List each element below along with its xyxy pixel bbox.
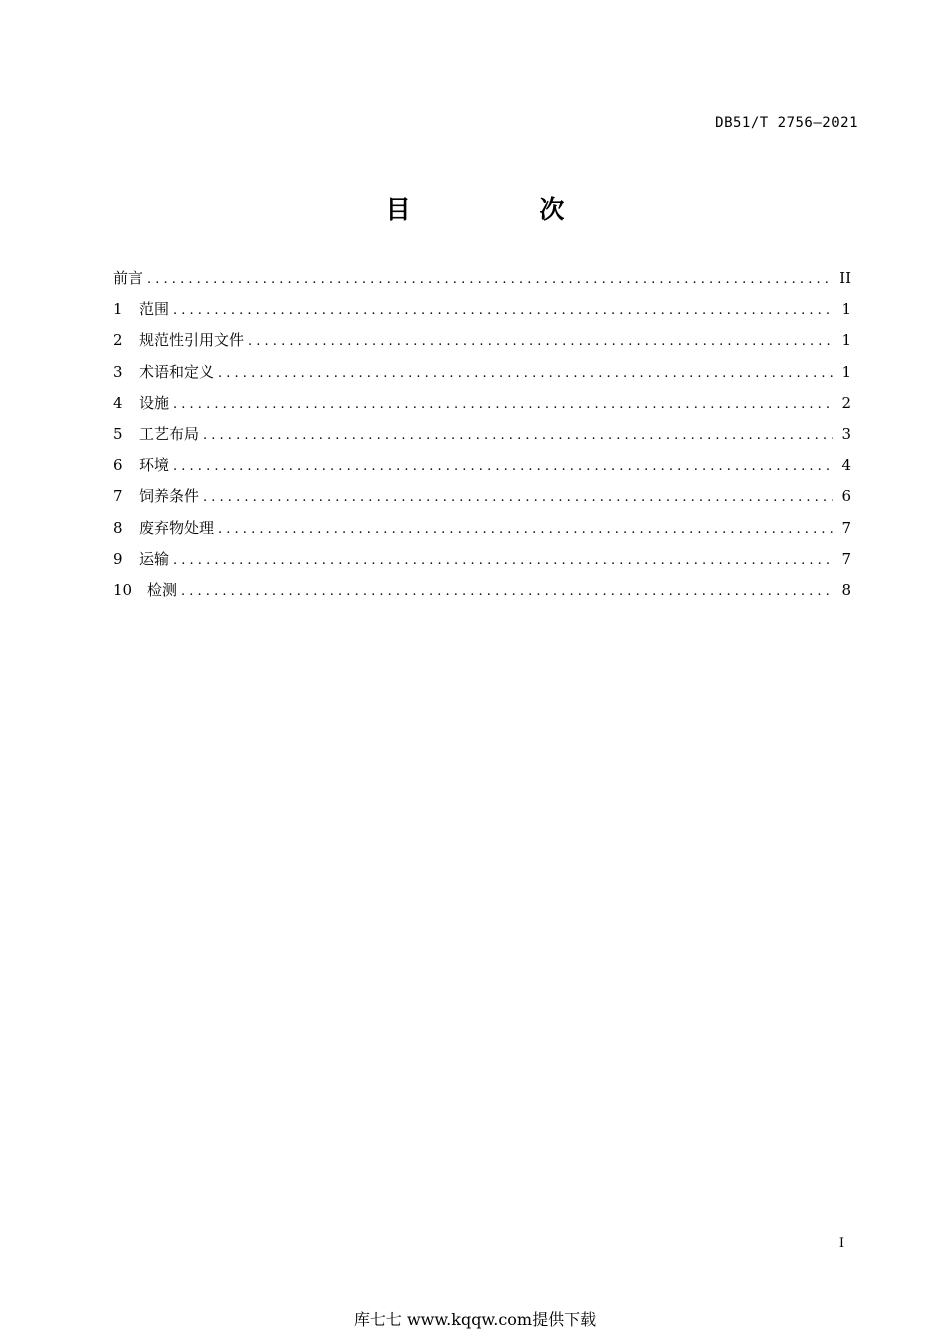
toc-entry-label: 规范性引用文件 [139, 331, 245, 350]
toc-entry-6[interactable] [113, 454, 851, 485]
toc-entry-page: II [839, 269, 851, 287]
dot-leader [218, 366, 833, 381]
dot-leader [248, 334, 833, 349]
page-number: I [838, 1236, 844, 1251]
toc-entry-label: 术语和定义 [139, 362, 215, 381]
document-code: DB51/T 2756—2021 [715, 115, 858, 131]
toc-entry-number: 2 [113, 331, 123, 350]
toc-entry-3[interactable] [113, 361, 851, 392]
toc-entry-label: 前言 [113, 269, 144, 287]
toc-entry-page: 1 [841, 300, 851, 319]
toc-entry-1[interactable] [113, 298, 851, 329]
toc-entry-page: 1 [841, 331, 851, 350]
toc-entry-number: 8 [113, 518, 123, 537]
toc-entry-label: 废弃物处理 [139, 518, 215, 537]
toc-entry-label: 范围 [139, 300, 170, 319]
toc-entry-4[interactable] [113, 392, 851, 423]
toc-entry-page: 6 [841, 487, 851, 506]
toc-entry-label: 工艺布局 [139, 424, 200, 443]
dot-leader [218, 522, 833, 537]
footer-watermark: 库七七 www.kqqw.com提供下载 [353, 1310, 597, 1329]
toc-entry-label: 设施 [139, 393, 170, 412]
toc-entry-9[interactable] [113, 548, 851, 579]
toc-entry-number: 5 [113, 424, 123, 443]
toc-entry-page: 1 [841, 362, 851, 381]
toc-entry-number: 4 [113, 393, 123, 412]
toc-entry-page: 4 [841, 456, 851, 475]
toc-entry-number: 9 [113, 549, 123, 568]
dot-leader [173, 459, 833, 474]
dot-leader [173, 303, 833, 318]
toc-entry-number: 3 [113, 362, 123, 381]
toc-entry-page: 8 [841, 580, 851, 599]
dot-leader [173, 397, 833, 412]
page-title: 目 次 [385, 195, 625, 224]
toc-entry-number: 6 [113, 456, 123, 475]
toc-entry-5[interactable] [113, 423, 851, 454]
toc-entry-7[interactable] [113, 485, 851, 516]
toc-entry-label: 检测 [147, 580, 178, 599]
toc-entry-label: 运输 [139, 549, 170, 568]
toc-entry-10[interactable] [113, 579, 851, 610]
toc-entry-8[interactable] [113, 517, 851, 548]
toc-entry-page: 3 [841, 424, 851, 443]
toc-entry-label: 环境 [139, 456, 170, 475]
dot-leader [173, 553, 833, 568]
table-of-contents [113, 267, 851, 610]
toc-entry-2[interactable] [113, 329, 851, 360]
toc-entry-page: 7 [841, 518, 851, 537]
toc-entry-label: 饲养条件 [139, 487, 200, 506]
toc-entry-page: 7 [841, 549, 851, 568]
toc-entry-number: 10 [113, 580, 133, 599]
toc-entry-number: 1 [113, 300, 123, 319]
dot-leader [147, 272, 833, 287]
dot-leader [203, 428, 833, 443]
toc-entry-number: 7 [113, 487, 123, 506]
toc-entry-page: 2 [841, 393, 851, 412]
toc-entry-foreword[interactable] [113, 267, 851, 298]
dot-leader [203, 490, 833, 505]
dot-leader [181, 584, 833, 599]
